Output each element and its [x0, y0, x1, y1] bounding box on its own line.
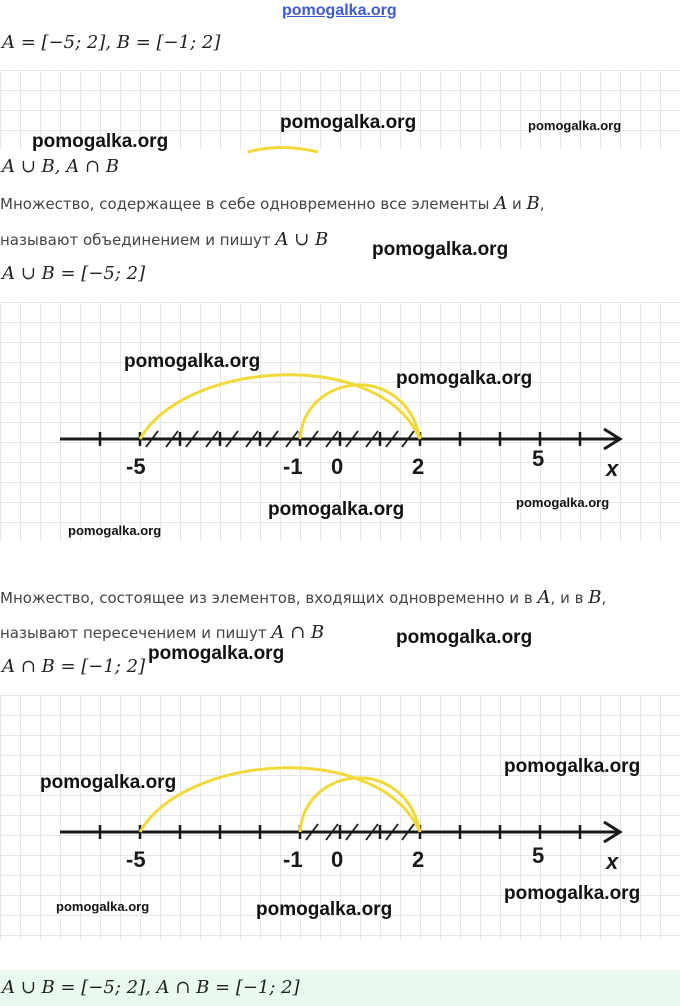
sets-definition: A = [−5; 2], B = [−1; 2] [2, 32, 221, 53]
watermark: pomogalka.org [396, 368, 533, 389]
text: , [539, 195, 545, 213]
axis-label: 2 [412, 847, 425, 872]
watermark: pomogalka.org [68, 523, 162, 538]
text: Множество, состоящее из элементов, входящих одновременно и в [0, 589, 538, 607]
axis-label: 5 [532, 446, 545, 471]
axis-label: 0 [331, 847, 344, 872]
watermark: pomogalka.org [516, 495, 610, 510]
text: называют объединением и пишут [0, 231, 276, 249]
intersection-result: A ∩ B = [−1; 2] [2, 656, 146, 677]
axis-var: x [606, 456, 619, 481]
watermark: pomogalka.org [280, 112, 417, 133]
watermark: pomogalka.org [504, 883, 641, 904]
partial-arc [0, 0, 680, 160]
watermark: pomogalka.org [504, 756, 641, 777]
watermark: pomogalka.org [372, 239, 509, 260]
watermark: pomogalka.org [40, 772, 177, 793]
text: и [507, 195, 527, 213]
axis-label: 2 [412, 454, 425, 479]
watermark: pomogalka.org [148, 643, 285, 664]
text: , [601, 589, 607, 607]
task-expression: A ∪ B, A ∩ B [2, 156, 119, 177]
axis-var: x [606, 849, 619, 874]
axis-label: -1 [283, 454, 303, 479]
watermark-link[interactable]: pomogalka.org [282, 2, 397, 19]
set-b: B [588, 587, 602, 608]
set-a: A [494, 193, 508, 214]
union-result: A ∪ B = [−5; 2] [2, 263, 146, 284]
watermark: pomogalka.org [256, 899, 393, 920]
axis-label: 0 [331, 454, 344, 479]
set-a: A [537, 587, 551, 608]
watermark: pomogalka.org [528, 118, 622, 133]
axis-label: -5 [126, 454, 146, 479]
axis-label: -5 [126, 847, 146, 872]
text: , и в [550, 589, 589, 607]
final-answer: A ∪ B = [−5; 2], A ∩ B = [−1; 2] [2, 977, 300, 998]
axis-label: 5 [532, 843, 545, 868]
watermark: pomogalka.org [396, 627, 533, 648]
intersection-definition-line2 [0, 622, 324, 643]
union-symbol: A ∪ B [275, 229, 329, 250]
set-b: B [526, 193, 540, 214]
watermark: pomogalka.org [268, 499, 405, 520]
intersection-definition-line1 [0, 587, 606, 608]
text: Множество, содержащее в себе одновременно все элементы [0, 195, 495, 213]
union-definition-line1 [0, 193, 545, 214]
watermark: pomogalka.org [32, 131, 169, 152]
text: называют пересечением и пишут [0, 624, 272, 642]
axis-label: -1 [283, 847, 303, 872]
watermark: pomogalka.org [124, 351, 261, 372]
watermark: pomogalka.org [56, 899, 150, 914]
union-definition-line2 [0, 229, 328, 250]
intersection-symbol: A ∩ B [271, 622, 325, 643]
